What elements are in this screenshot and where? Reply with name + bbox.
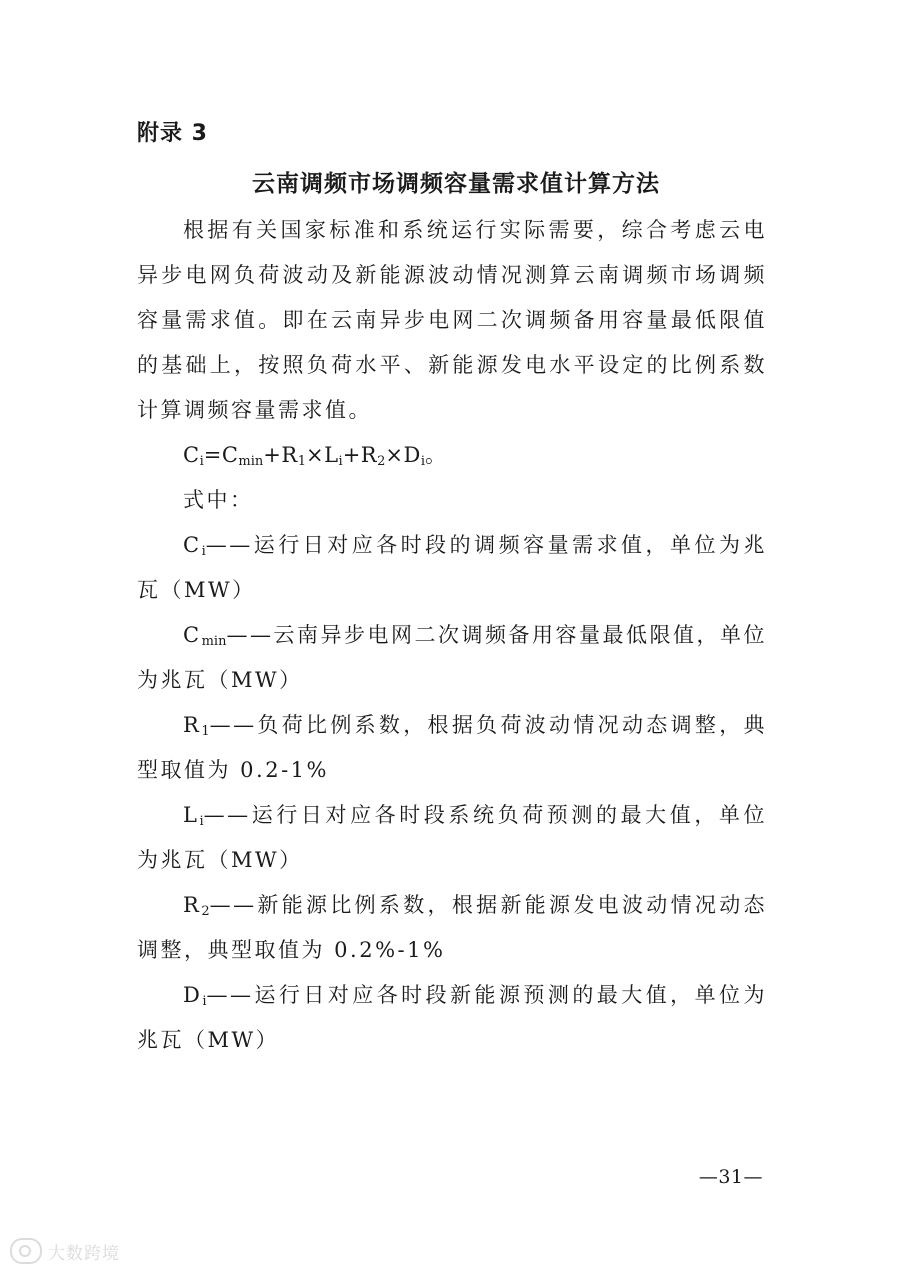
- definition-di: $D_i——$运行日对应各时段新能源预测的最大值，单位为兆瓦（MW）: [137, 983, 767, 1052]
- watermark-text: 大数跨境: [48, 1243, 120, 1264]
- definition-r2: $R_2——$新能源比例系数，根据新能源发电波动情况动态调整，典型取值为 0.2%-1%: [137, 893, 767, 962]
- definition-cmin: $C_{min}——$云南异步电网二次调频备用容量最低限值，单位为兆瓦（MW）: [137, 623, 767, 692]
- page-number: —31—: [698, 1166, 763, 1188]
- where-label: 式中：: [183, 488, 254, 512]
- definition-ci: $C_i——$运行日对应各时段的调频容量需求值，单位为兆瓦（MW）: [137, 533, 767, 602]
- document-body: [137, 208, 767, 1063]
- formula: $C_i=C_{min}+R_1\times L_i+R_2\times D_i$。: [183, 443, 447, 469]
- intro-paragraph: 根据有关国家标准和系统运行实际需要，综合考虑云电异步电网负荷波动及新能源波动情况测算云南调频市场调频容量需求值。即在云南异步电网二次调频备用容量最低限值的基础上，按照负荷水平、新能源发电水平设定的比例系数计算调频容量需求值。: [137, 218, 767, 422]
- appendix-label: 附录 3: [137, 121, 208, 146]
- watermark: [10, 1238, 120, 1264]
- definition-li: $L_i——$运行日对应各时段系统负荷预测的最大值，单位为兆瓦（MW）: [137, 803, 767, 872]
- document-title: 云南调频市场调频容量需求值计算方法: [252, 171, 660, 197]
- definition-r1: $R_1——$负荷比例系数，根据负荷波动情况动态调整，典型取值为 0.2-1%: [137, 713, 767, 782]
- watermark-logo-icon: [10, 1238, 42, 1264]
